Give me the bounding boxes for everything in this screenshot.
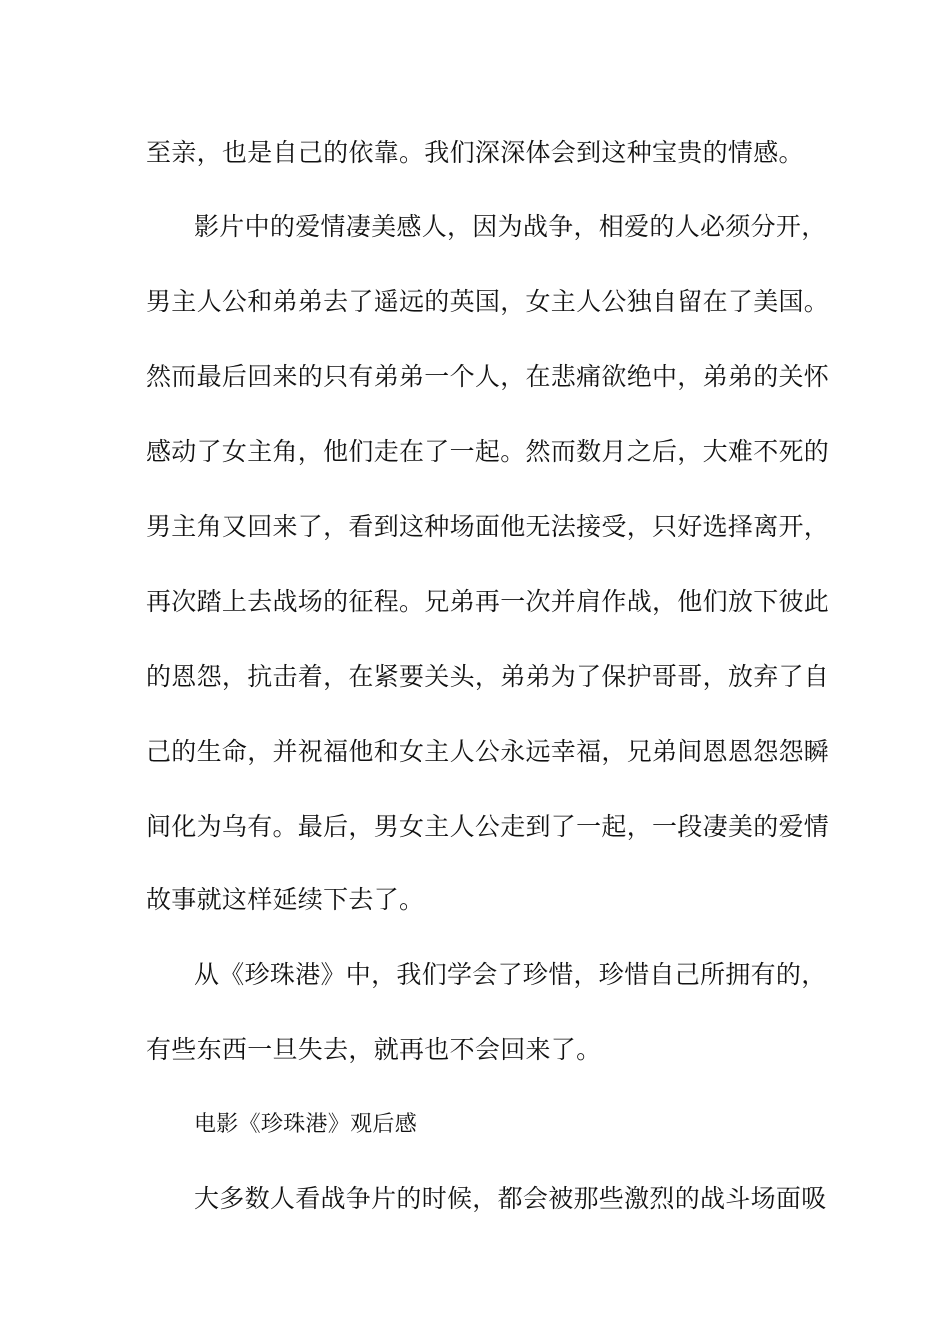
text-line: 至亲，也是自己的依靠。我们深深体会到这种宝贵的情感。 [146,138,804,167]
paragraph-first-line: 大多数人看战争片的时候，都会被那些激烈的战斗场面吸 [194,1184,827,1213]
paragraph-first-line: 影片中的爱情凄美感人，因为战争，相爱的人必须分开， [194,212,827,241]
text-line: 感动了女主角，他们走在了一起。然而数月之后，大难不死的 [146,437,830,466]
text-line: 间化为乌有。最后，男女主人公走到了一起，一段凄美的爱情 [146,812,830,841]
text-line: 己的生命，并祝福他和女主人公永远幸福，兄弟间恩恩怨怨瞬 [146,737,830,766]
paragraph-first-line: 从《珍珠港》中，我们学会了珍惜，珍惜自己所拥有的， [194,960,827,989]
section-heading: 电影《珍珠港》观后感 [194,1112,418,1137]
text-line: 故事就这样延续下去了。 [146,885,425,914]
text-line: 有些东西一旦失去，就再也不会回来了。 [146,1035,602,1064]
text-line: 的恩怨，抗击着，在紧要关头，弟弟为了保护哥哥，放弃了自 [146,662,830,691]
text-line: 然而最后回来的只有弟弟一个人，在悲痛欲绝中，弟弟的关怀 [146,362,830,391]
text-line: 再次踏上去战场的征程。兄弟再一次并肩作战，他们放下彼此 [146,587,830,616]
text-line: 男主角又回来了，看到这种场面他无法接受，只好选择离开， [146,512,830,541]
text-line: 男主人公和弟弟去了遥远的英国，女主人公独自留在了美国。 [146,287,830,316]
